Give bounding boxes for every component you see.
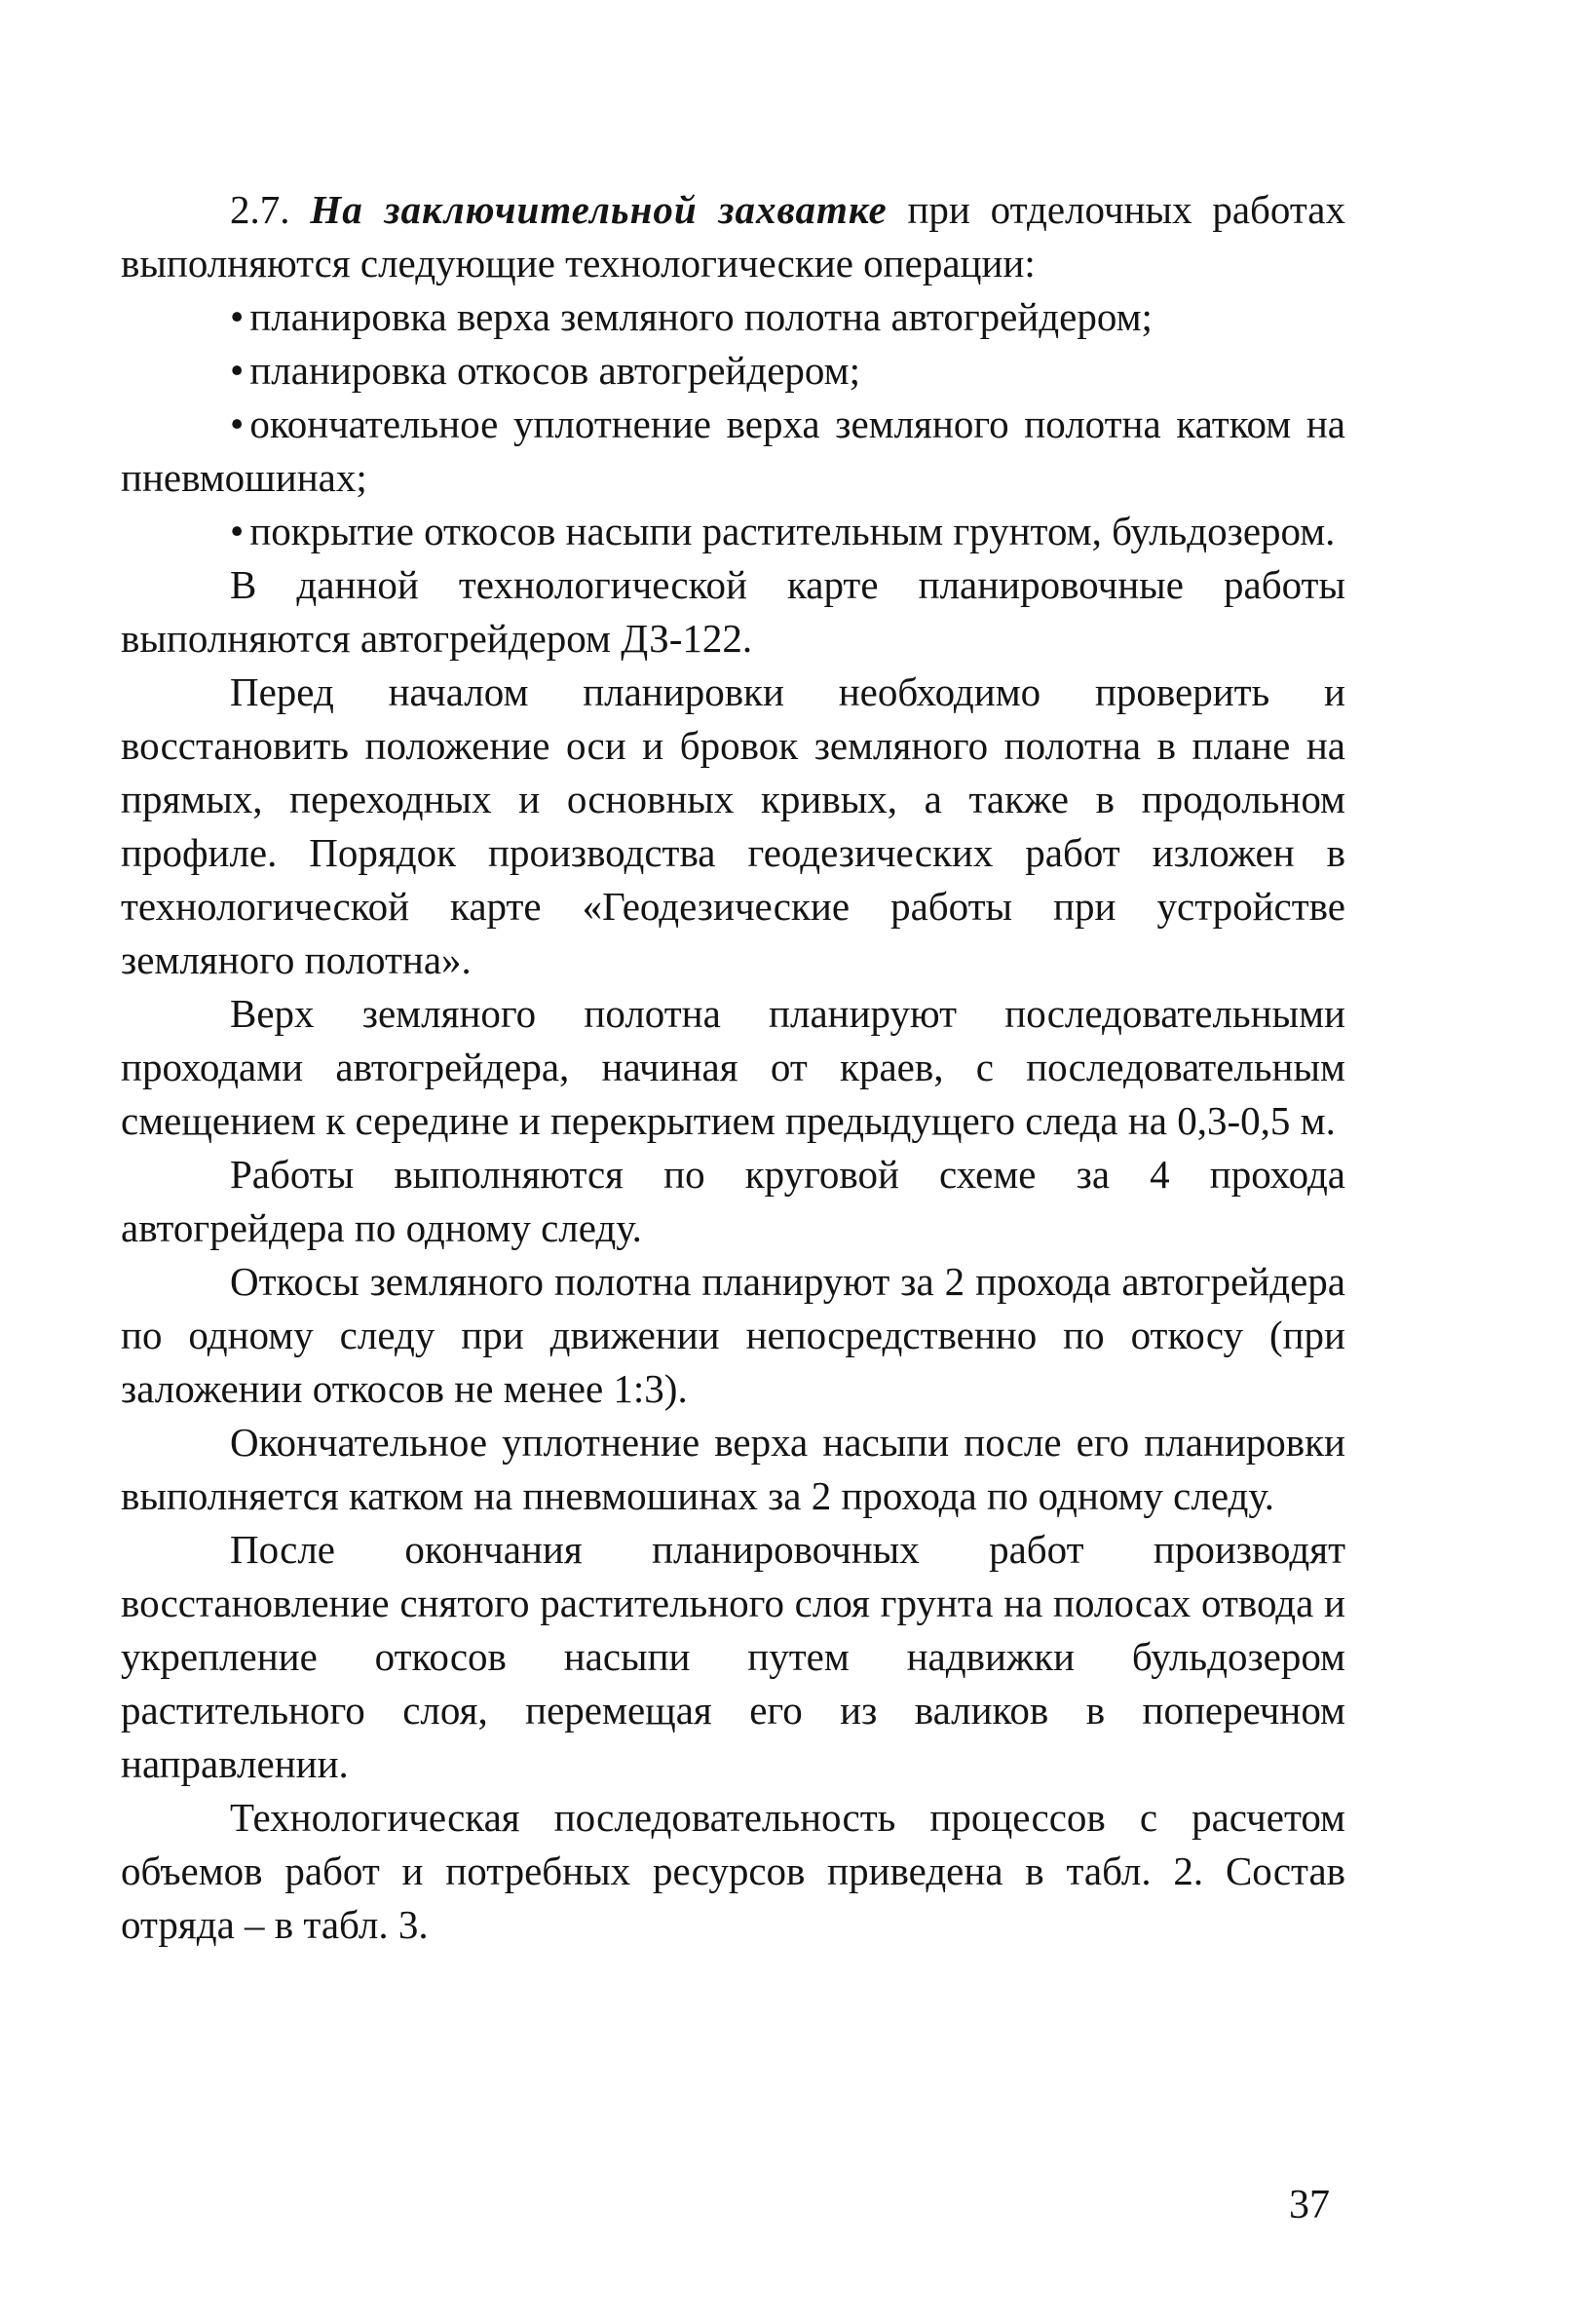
operation-item xyxy=(121,290,1345,344)
operation-item xyxy=(121,398,1345,505)
page-number: 37 xyxy=(1289,2183,1330,2228)
paragraph: Окончательное уплотнение верха насыпи после его планировки выполняется катком на пневмошинах за 2 прохода по одному следу. xyxy=(121,1420,1345,1518)
paragraph: Верх земляного полотна планируют последовательными проходами автогрейдера, начиная от краев, с последовательным смещением к середине и перекрытием предыдущего следа на 0,3-0,5 м. xyxy=(121,991,1345,1143)
page-text xyxy=(121,183,1345,1952)
paragraph: Откосы земляного полотна планируют за 2 прохода автогрейдера по одному следу при движении непосредственно по откосу (при заложении откосов не менее 1:3). xyxy=(121,1259,1345,1411)
operation-text: планировка откосов автогрейдером; xyxy=(249,348,860,393)
bullet-icon: • xyxy=(230,294,245,339)
operation-text: планировка верха земляного полотна автогрейдером; xyxy=(249,294,1153,339)
operation-text: окончательное уплотнение верха земляного полотна катком на пневмошинах; xyxy=(121,401,1345,500)
bullet-icon: • xyxy=(230,348,245,393)
paragraph: Работы выполняются по круговой схеме за 4 прохода автогрейдера по одному следу. xyxy=(121,1152,1345,1250)
operation-item xyxy=(121,344,1345,398)
section-number: 2.7. xyxy=(230,187,290,232)
operation-text: покрытие откосов насыпи растительным грунтом, бульдозером. xyxy=(249,509,1336,553)
bullet-icon: • xyxy=(230,509,245,553)
section-intro xyxy=(121,183,1345,290)
section-emphasis: На заключительной захватке xyxy=(310,187,888,232)
paragraph: После окончания планировочных работ производят восстановление снятого растительного слоя грунта на полосах отвода и укрепление откосов насыпи путем надвижки бульдозером растительного слоя, перемещая его из валиков в поперечном направлении. xyxy=(121,1527,1345,1786)
paragraph: В данной технологической карте планировочные работы выполняются автогрейдером ДЗ-122. xyxy=(121,562,1345,661)
operation-item xyxy=(121,505,1345,558)
section-intro-text: при отделочных работах выполняются следующие технологические операции: xyxy=(121,187,1345,286)
paragraph: Перед началом планировки необходимо проверить и восстановить положение оси и бровок земляного полотна в плане на прямых, переходных и основных кривых, а также в продольном профиле. Порядок производства геодезических работ изложен в технологической карте «Геодезические работы при устройстве земляного полотна». xyxy=(121,669,1345,982)
paragraph: Технологическая последовательность процессов с расчетом объемов работ и потребных ресурсов приведена в табл. 2. Состав отряда – в табл. 3. xyxy=(121,1795,1345,1947)
bullet-icon: • xyxy=(230,401,245,446)
